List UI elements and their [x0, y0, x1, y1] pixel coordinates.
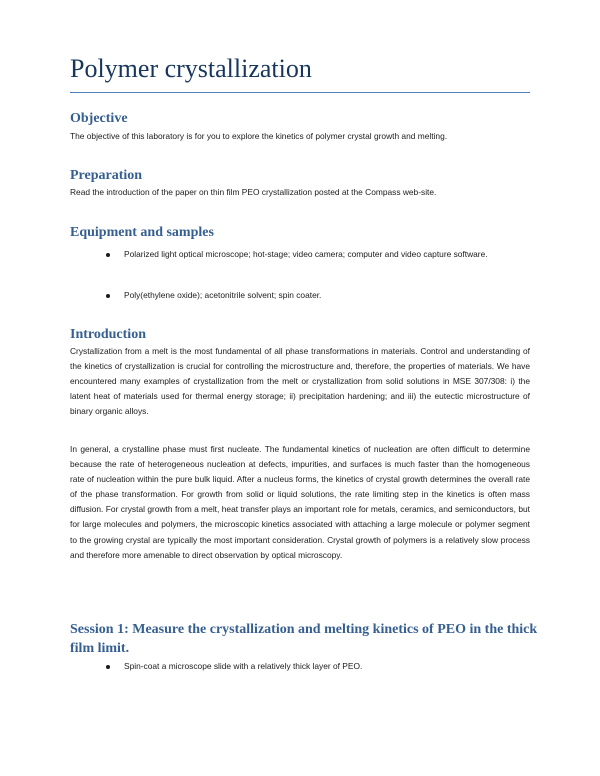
- list-item-text: Spin-coat a microscope slide with a relatively thick layer of PEO.: [124, 661, 363, 671]
- preparation-heading: Preparation: [70, 168, 143, 183]
- list-item-text: Polarized light optical microscope; hot-stage; video camera; computer and video capture software.: [124, 249, 488, 259]
- list-item-text: Poly(ethylene oxide); acetonitrile solvent; spin coater.: [124, 290, 322, 300]
- bullet-icon: [106, 253, 110, 257]
- introduction-heading: Introduction: [70, 327, 146, 342]
- title-underline: [70, 92, 530, 93]
- session1-heading: Session 1: Measure the crystallization and melting kinetics of PEO in the thick film limit.: [70, 622, 538, 656]
- introduction-paragraph-1: Crystallization from a melt is the most fundamental of all phase transformations in materials. Control and understanding of the kinetics of crystallization is crucial for controlling the microstructure and, therefore, the properties of materials. We have encountered many examples of crystallization from the melt or crystallization from solid solutions in MSE 307/308: i) the latent heat of materials used for thermal energy storage; ii) precipitation hardening; and iii) the eutectic microstructure of binary organic alloys.: [70, 346, 530, 417]
- introduction-paragraph-2: In general, a crystalline phase must first nucleate. The fundamental kinetics of nucleation are often difficult to determine because the rate of heterogeneous nucleation at defects, impurities, and surfaces is much faster than the homogeneous rate of nucleation within the pure bulk liquid. After a nucleus forms, the kinetics of crystal growth determines the overall rate of the phase transformation. For growth from solid or liquid solutions, the rate limiting step in the kinetics is often mass diffusion. For crystal growth from a melt, heat transfer plays an important role for metals, ceramics, and semiconductors, but for large molecules and polymers, the microscopic kinetics associated with attaching a large molecule or polymer segment to the growing crystal are typically the most important consideration. Crystal growth of polymers is a relatively slow process and therefore more amenable to direct observation by optical microscopy.: [70, 444, 530, 560]
- document-title: Polymer crystallization: [70, 54, 312, 83]
- preparation-text: Read the introduction of the paper on thin film PEO crystallization posted at the Compass web-site.: [70, 187, 437, 197]
- bullet-icon: [106, 665, 110, 669]
- objective-heading: Objective: [70, 111, 128, 126]
- bullet-icon: [106, 294, 110, 298]
- equipment-heading: Equipment and samples: [70, 225, 214, 240]
- objective-text: The objective of this laboratory is for you to explore the kinetics of polymer crystal growth and melting.: [70, 131, 448, 141]
